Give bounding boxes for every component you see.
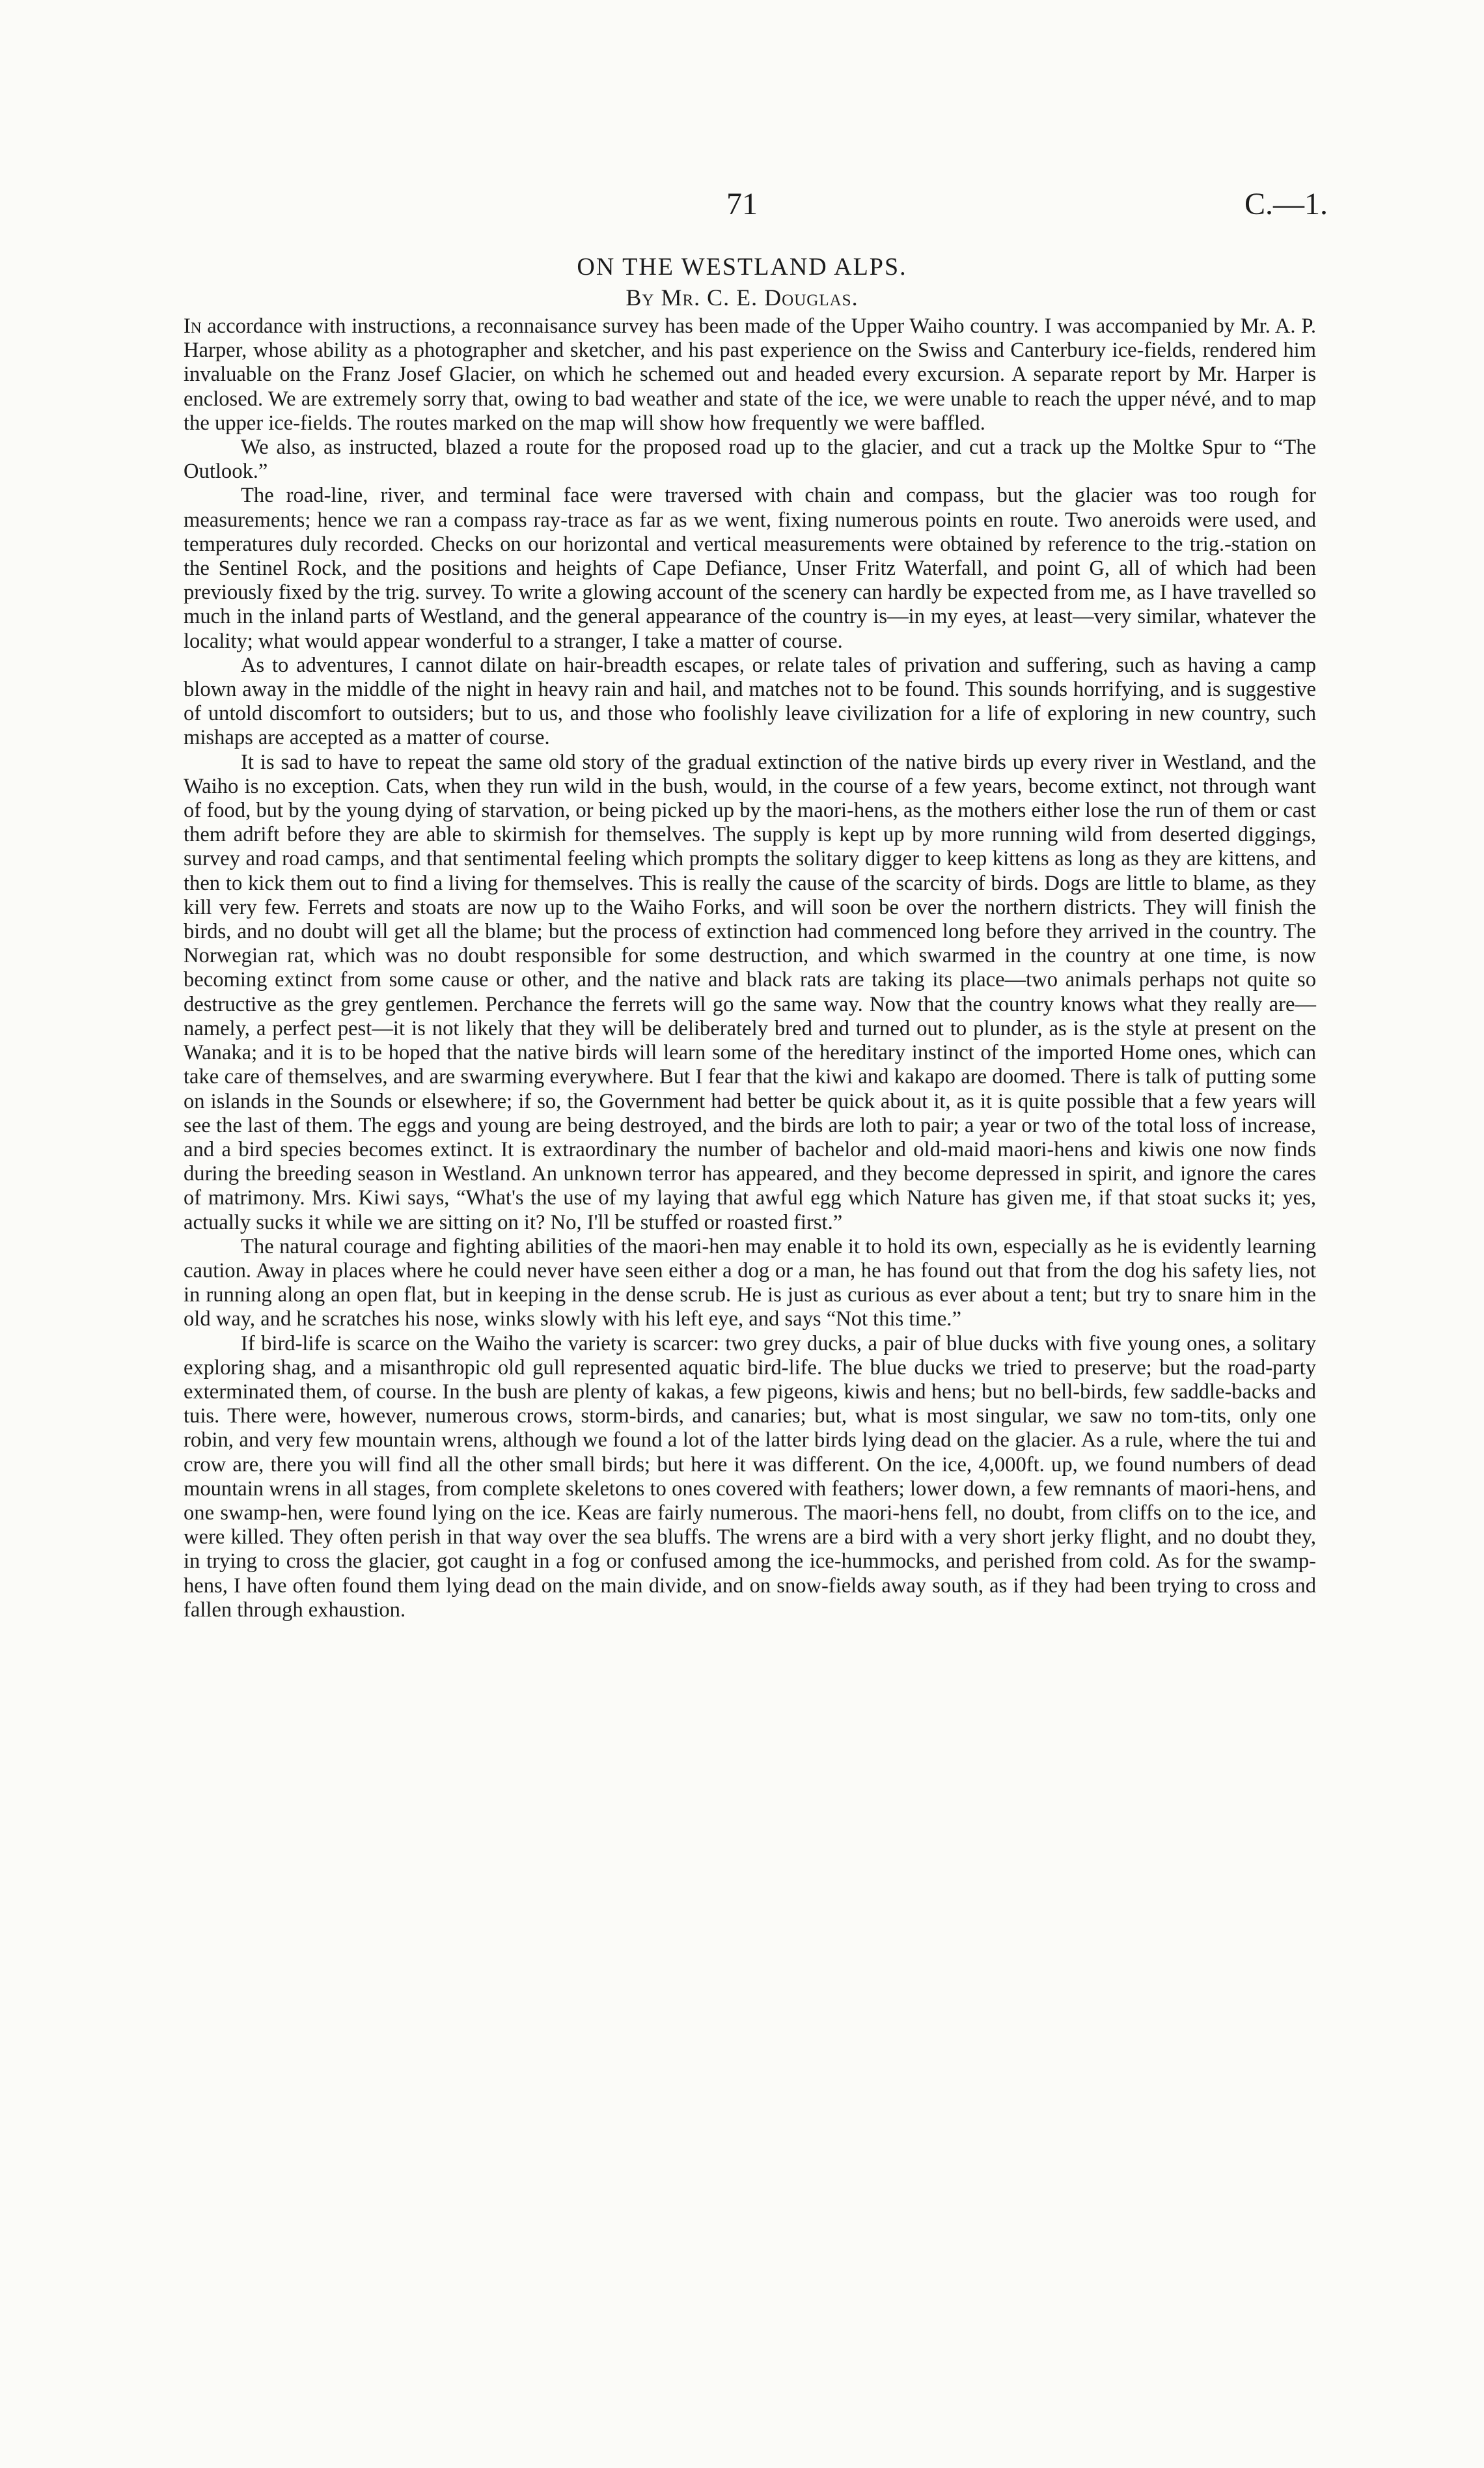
article-body	[184, 314, 1316, 1622]
paragraph-5: It is sad to have to repeat the same old story of the gradual extinction of the native birds up every river in Westland, and the Waiho is no exception. Cats, when they run wild in the bush, would, in the course of a few years, become extinct, not through want of food, but by the young dying of starvation, or being picked up by the maori-hens, as the mothers either lose the run of them or cast them adrift before they are able to skirmish for themselves. The supply is kept up by more running wild from deserted diggings, survey and road camps, and that sentimental feeling which prompts the solitary digger to keep kittens as long as they are kittens, and then to kick them out to find a living for themselves. This is really the cause of the scarcity of birds. Dogs are little to blame, as they kill very few. Ferrets and stoats are now up to the Waiho Forks, and will soon be over the northern districts. They will finish the birds, and no doubt will get all the blame; but the process of extinction had commenced long before they arrived in the country. The Norwegian rat, which was no doubt responsible for some destruction, and which swarmed in the country at one time, is now becoming extinct from some cause or other, and the native and black rats are taking its place—two animals perhaps not quite so destructive as the grey gentlemen. Perchance the ferrets will go the same way. Now that the country knows what they really are—namely, a perfect pest—it is not likely that they will be deliberately bred and turned out to plunder, as is the style at present on the Wanaka; and it is to be hoped that the native birds will learn some of the hereditary instinct of the imported Home ones, which can take care of themselves, and are swarming everywhere. But I fear that the kiwi and kakapo are doomed. There is talk of putting some on islands in the Sounds or elsewhere; if so, the Government had better be quick about it, as it is quite possible that a few years will see the last of them. The eggs and young are being destroyed, and the birds are loth to pair; a year or two of the total loss of increase, and a bird species becomes extinct. It is extraordinary the number of bachelor and old-maid maori-hens and kiwis one now finds during the breeding season in Westland. An unknown terror has appeared, and they become depressed in spirit, and ignore the cares of matrimony. Mrs. Kiwi says, “What's the use of my laying that awful egg which Nature has given me, if that stoat sucks it; yes, actually sucks it while we are sitting on it? No, I'll be stuffed or roasted first.”	[184, 750, 1316, 1234]
article-byline: By Mr. C. E. Douglas.	[625, 284, 859, 311]
drop-word: In	[184, 314, 202, 338]
paragraph-2: We also, as instructed, blazed a route for the proposed road up to the glacier, and cut a track up the Moltke Spur to “The Outlook.”	[184, 436, 1316, 484]
paragraph-1-text: accordance with instructions, a reconnaisance survey has been made of the Upper Waiho country. I was accompanied by Mr. A. P. Harper, whose ability as a photographer and sketcher, and his past experience on the Swiss and Canterbury ice-fields, rendered him invaluable on the Franz Josef Glacier, on which he schemed out and headed every excursion. A separate report by Mr. Harper is enclosed. We are extremely sorry that, owing to bad weather and state of the ice, we were unable to reach the upper névé, and to map the upper ice-fields. The routes marked on the map will show how frequently we were baffled.	[184, 314, 1316, 435]
paragraph-4: As to adventures, I cannot dilate on hair-breadth escapes, or relate tales of privation and suffering, such as having a camp blown away in the middle of the night in heavy rain and hail, and matches not to be found. This sounds horrifying, and is suggestive of untold discomfort to outsiders; but to us, and those who foolishly leave civilization for a life of exploring in new country, such mishaps are accepted as a matter of course.	[184, 653, 1316, 750]
paragraph-1	[184, 314, 1316, 436]
article-title: ON THE WESTLAND ALPS.	[577, 253, 907, 281]
document-code: C.—1.	[1244, 187, 1328, 221]
paragraph-7: If bird-life is scarce on the Waiho the variety is scarcer: two grey ducks, a pair of blue ducks with five young ones, a solitary exploring shag, and a misanthropic old gull represented aquatic bird-life. The blue ducks we tried to preserve; but the road-party exterminated them, of course. In the bush are plenty of kakas, a few pigeons, kiwis and hens; but no bell-birds, few saddle-backs and tuis. There were, however, numerous crows, storm-birds, and canaries; but, what is most singular, we saw no tom-tits, only one robin, and very few mountain wrens, although we found a lot of the latter birds lying dead on the glacier. As a rule, where the tui and crow are, there you will find all the other small birds; but here it was different. On the ice, 4,000ft. up, we found numbers of dead mountain wrens in all stages, from complete skeletons to ones covered with feathers; lower down, a few remnants of maori-hens, and one swamp-hen, were found lying on the ice. Keas are fairly numerous. The maori-hens fell, no doubt, from cliffs on to the ice, and were killed. They often perish in that way over the sea bluffs. The wrens are a bird with a very short jerky flight, and no doubt they, in trying to cross the glacier, got caught in a fog or confused among the ice-hummocks, and perished from cold. As for the swamp-hens, I have often found them lying dead on the main divide, and on snow-fields away south, as if they had been trying to cross and fallen through exhaustion.	[184, 1331, 1316, 1622]
page-number: 71	[726, 187, 758, 221]
paragraph-6: The natural courage and fighting abilities of the maori-hen may enable it to hold its own, especially as he is evidently learning caution. Away in places where he could never have seen either a dog or a man, he has found out that from the dog his safety lies, not in running along an open flat, but in keeping in the dense scrub. He is just as curious as ever about a tent; but try to snare him in the old way, and he scratches his nose, winks slowly with his left eye, and says “Not this time.”	[184, 1234, 1316, 1331]
paragraph-3: The road-line, river, and terminal face were traversed with chain and compass, but the glacier was too rough for measurements; hence we ran a compass ray-trace as far as we went, fixing numerous points en route. Two aneroids were used, and temperatures duly recorded. Checks on our horizontal and vertical measurements were obtained by reference to the trig.-station on the Sentinel Rock, and the positions and heights of Cape Defiance, Unser Fritz Waterfall, and point G, all of which had been previously fixed by the trig. survey. To write a glowing account of the scenery can hardly be expected from me, as I have travelled so much in the inland parts of Westland, and the general appearance of the country is—in my eyes, at least—very similar, whatever the locality; what would appear wonderful to a stranger, I take a matter of course.	[184, 484, 1316, 653]
